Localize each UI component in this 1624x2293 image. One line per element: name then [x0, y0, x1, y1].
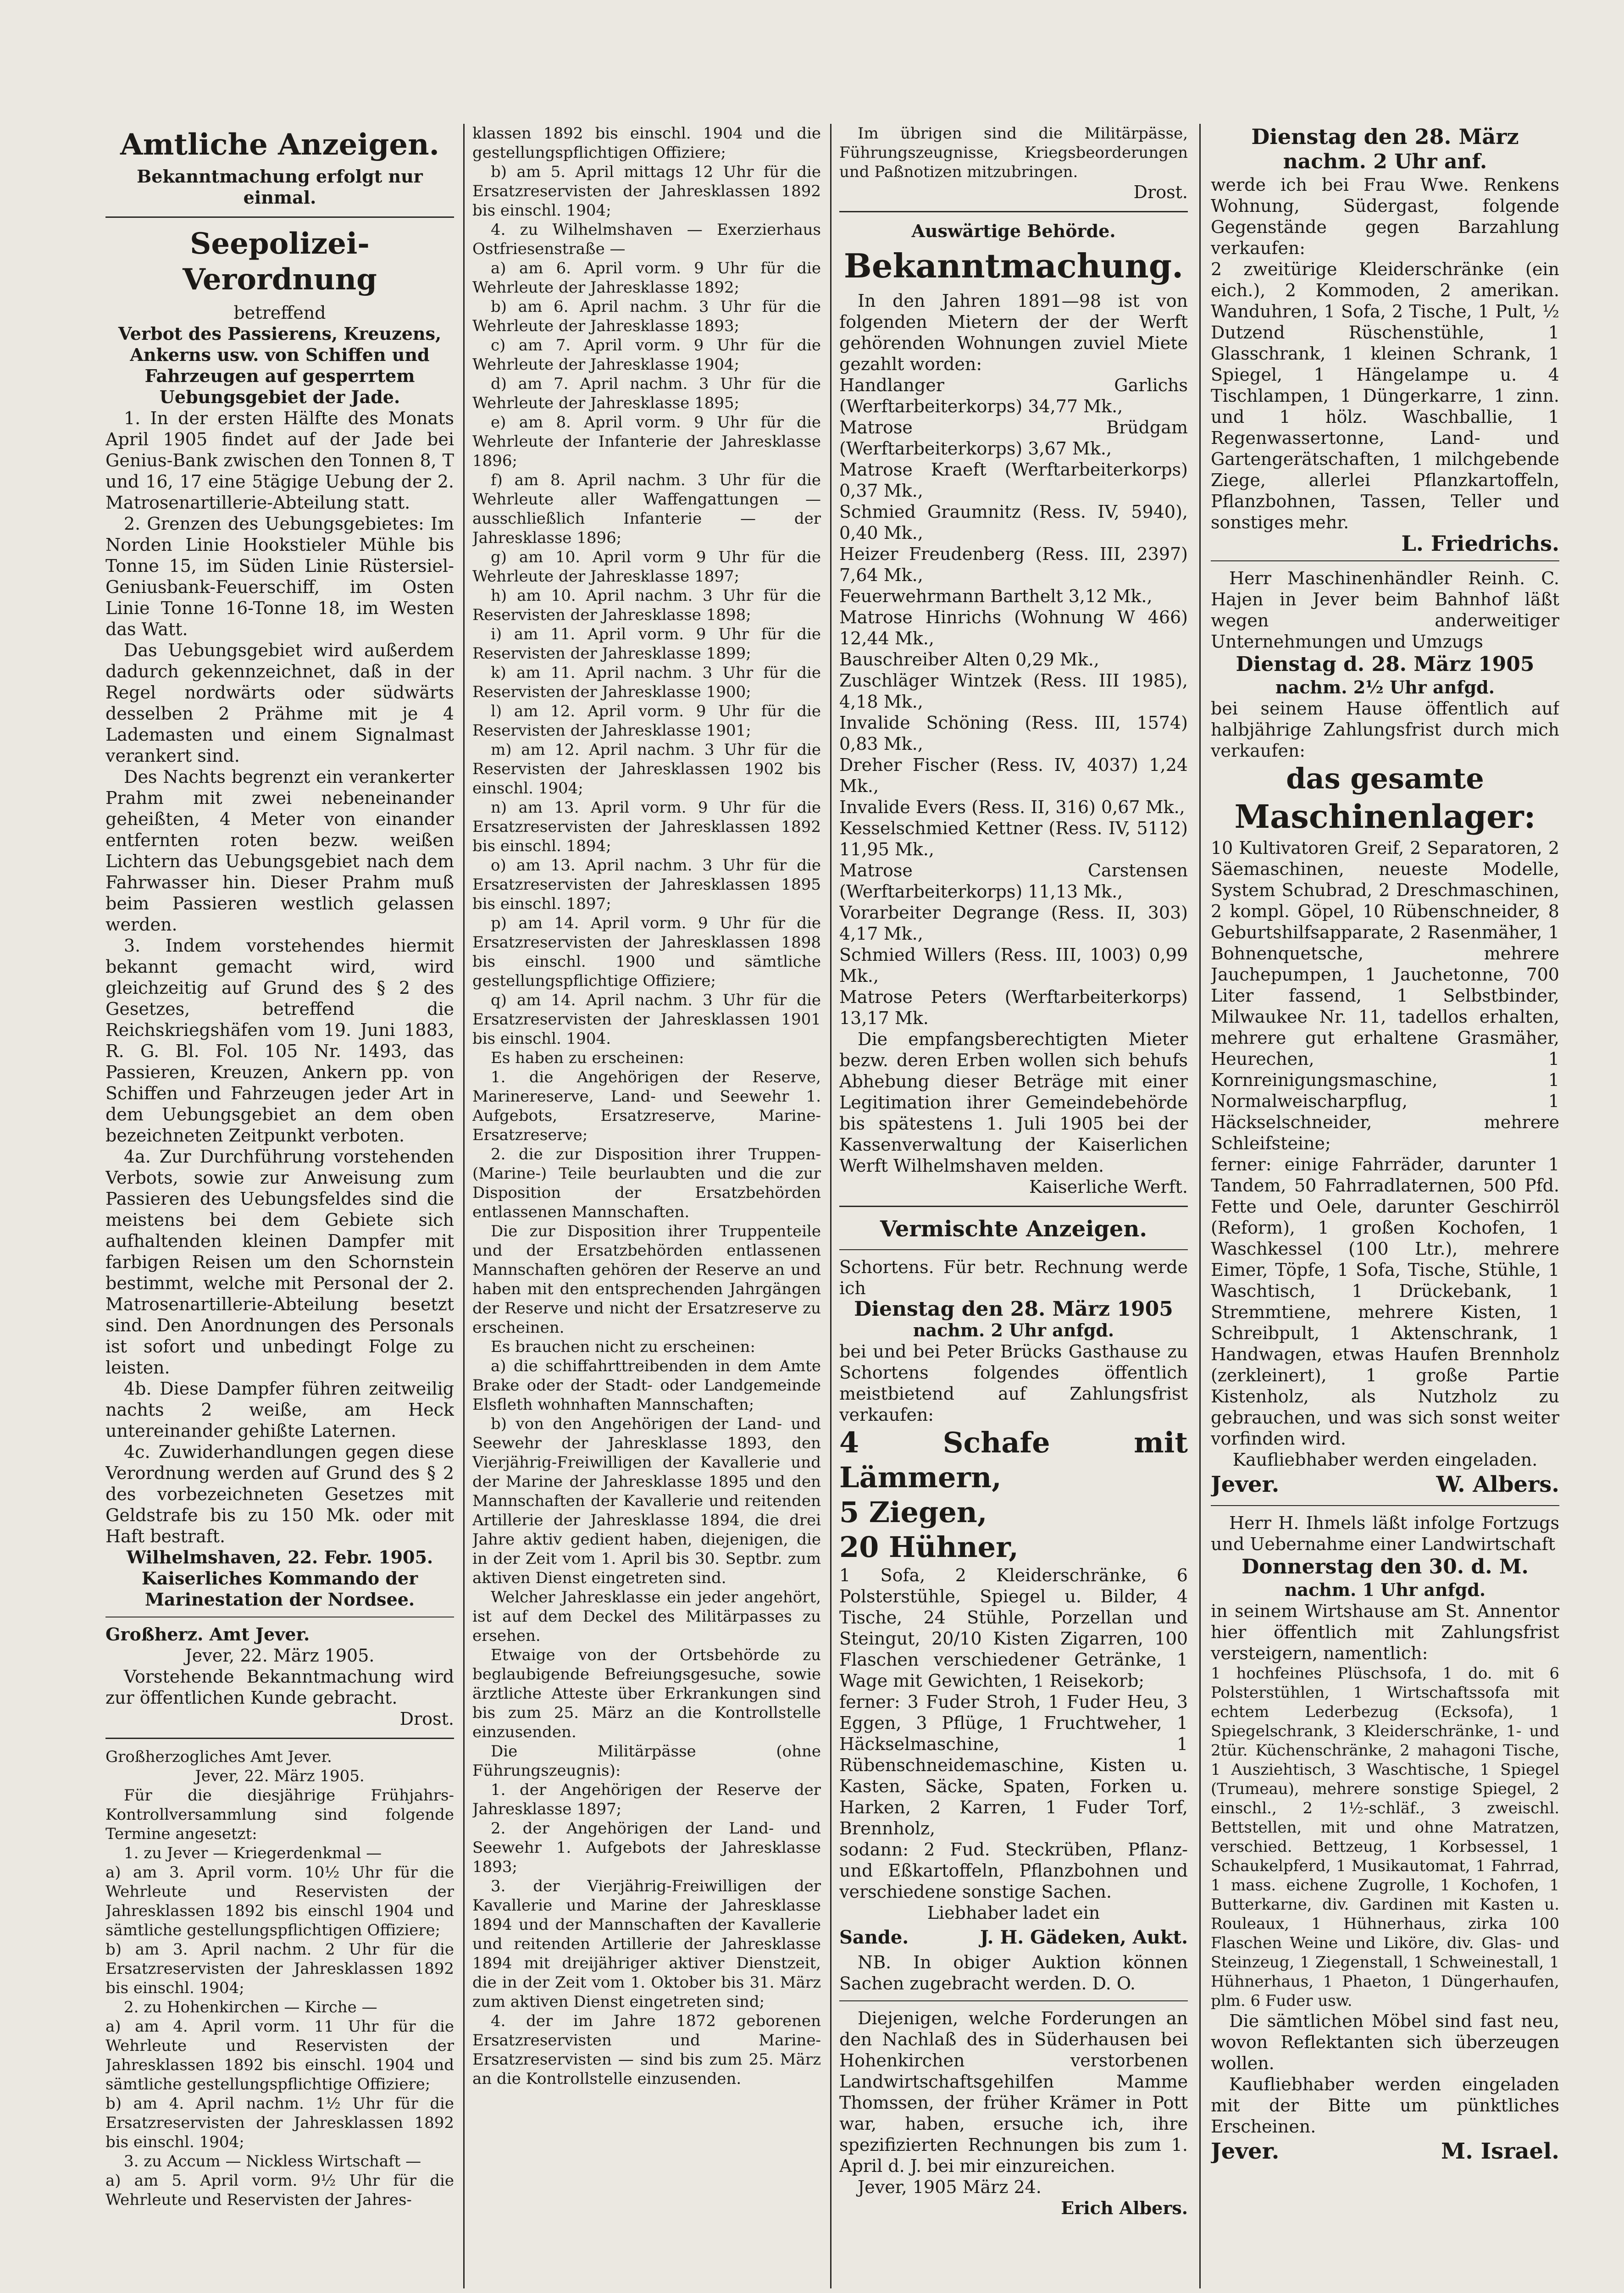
signature: Drost.	[399, 1709, 454, 1729]
auction-date: Dienstag d. 28. März 1905	[1236, 653, 1535, 676]
paragraph: g) am 10. April vorm 9 Uhr für die Wehrleute der Jahresklasse 1897;	[472, 548, 821, 586]
paragraph: 1. zu Jever — Kriegerdenkmal —	[124, 1844, 382, 1862]
paragraph: Die zur Disposition ihrer Truppenteile und der Ersatzbehörden entlassenen Mannschaften gehören der Reserve an und haben mit den entsprechenden Jahrgängen der Reserve und nicht der Ersatzreserve zu erscheinen.	[472, 1222, 821, 1337]
paragraph: Des Nachts begrenzt ein verankerter Prahm mit zwei nebeneinander geheißten, 4 Meter von einander entfernten roten bezw. weißen Lichtern das Uebungsgebiet nach dem Fahrwasser hin. Dieser Prahm muß beim Passieren westlich gelassen werden.	[105, 767, 454, 935]
list-item: Invalide Schöning (Ress. III, 1574) 0,83 Mk.,	[839, 713, 1188, 754]
paragraph: 2. die zur Disposition ihrer Truppen-(Marine-) Teile beurlaubten und die zur Disposition der Ersatzbehörden entlassenen Mannschaften.	[472, 1145, 821, 1221]
paragraph: sodann: 2 Fud. Steckrüben, Pflanz- und Eßkartoffeln, Pflanzbohnen und verschiedene sonstige Sachen.	[839, 1839, 1188, 1902]
paragraph: b) am 4. April nachm. 1½ Uhr für die Ersatzreservisten der Jahresklassen 1892 bis einschl. 1904;	[105, 2094, 454, 2151]
paragraph: 2 zweitürige Kleiderschränke (ein eich.), 2 Kommoden, 2 amerikan. Wanduhren, 1 Sofa, 2 Tische, 1 Pult, ½ Dutzend Rüschenstühle, 1 Glasschrank, 1 kleinen Schrank, 1 Spiegel, 1 Hängelampe u. 4 Tischlampen, 1 Düngerkarre, 1 zinn. und 1 hölz. Waschballie, 1 Regenwassertonne, Land- und Gartengerätschaften, 1 milchgebende Ziege, allerlei Pflanzkartoffeln, Pflanzbohnen, Tassen, Teller und sonstiges mehr.	[1211, 259, 1559, 532]
signature: Drost.	[1133, 182, 1188, 202]
paragraph: 1 Sofa, 2 Kleiderschränke, 6 Polsterstühle, Spiegel u. Bilder, 4 Tische, 24 Stühle, Porzellan und Steingut, 20/10 Kisten Zigarren, 100 Flaschen verschiedener Getränke, 1 Wage mit Gewichten, 1 Reisekorb;	[839, 1565, 1188, 1691]
auctioneer: J. H. Gädeken, Aukt.	[980, 1927, 1188, 1948]
paragraph: Kaufliebhaber werden eingeladen mit der Bitte um pünktliches Erscheinen.	[1211, 2074, 1559, 2137]
paragraph: b) am 5. April mittags 12 Uhr für die Ersatzreservisten der Jahresklassen 1892 bis einschl. 1904;	[472, 163, 821, 220]
highlight-line: 5 Ziegen,	[839, 1495, 987, 1529]
creditor-list	[839, 375, 1188, 1029]
highlight-line: das gesamte	[1286, 762, 1484, 795]
paragraph: 3. Indem vorstehendes hiermit bekannt gemacht wird, wird gleichzeitig auf Grund des § 2 des Gesetzes, betreffend die Reichskriegshäfen vom 19. Juni 1883, R. G. Bl. Fol. 105 Nr. 1493, das Passieren, Kreuzen, Ankern pp. von Schiffen und Fahrzeugen jeder Art in dem Uebungsgebiet an dem oben bezeichneten Zeitpunkt verboten.	[105, 936, 454, 1146]
ordinance-subject: Verbot des Passierens, Kreuzens, Ankerns usw. von Schiffen und Fahrzeugen auf gesperrtem Uebungsgebiet der Jade.	[118, 323, 442, 407]
paragraph: Im übrigen sind die Militärpässe, Führungszeugnisse, Kriegsbeorderungen und Paßnotizen mitzubringen.	[839, 124, 1188, 181]
paragraph: b) am 3. April nachm. 2 Uhr für die Ersatzreservisten der Jahresklassen 1892 bis einschl. 1904;	[105, 1940, 454, 1997]
paragraph: 2. der Angehörigen der Land- und Seewehr 1. Aufgebots der Jahresklasse 1893;	[472, 1819, 821, 1876]
paragraph: In den Jahren 1891—98 ist von folgenden Mietern der der Werft gehörenden Wohnungen zuviel Miete gezahlt worden:	[839, 291, 1188, 374]
paragraph: 3. der Vierjährig-Freiwilligen der Kavallerie und Marine der Jahresklasse 1894 und der Mannschaften der Kavallerie und reitenden Artillerie der Jahresklasse 1894 mit dreijähriger aktiver Dienstzeit, die in der Zeit vom 1. Oktober bis 31. März zum aktiven Dienst eingetreten sind;	[472, 1877, 821, 2011]
auction-time: nachm. 2 Uhr anfgd.	[913, 1320, 1114, 1340]
paragraph: Die Militärpässe (ohne Führungszeugnis):	[472, 1742, 821, 1780]
paragraph: o) am 13. April nachm. 3 Uhr für die Ersatzreservisten der Jahresklassen 1895 bis einschl. 1897;	[472, 856, 821, 913]
column-3	[839, 124, 1188, 2288]
paragraph: ferner: einige Fahrräder, darunter 1 Tandem, 50 Fahrradlaternen, 500 Pfd. Fette und Oele, darunter Geschirröl (Reform), 1 großen Kochofen, 1 Waschkessel (100 Ltr.), mehrere Eimer, Töpfe, 1 Sofa, Tische, Stühle, 1 Waschtisch, 1 Drückebank, 1 Stremmtiene, mehrere Kisten, 1 Schreibpult, 1 Aktenschrank, 1 Handwagen, etwas Haufen Brennholz (zerkleinert), 1 große Partie Kistenholz, als Nutzholz zu gebrauchen, und was sich sonst weiter vorfinden wird.	[1211, 1154, 1559, 1449]
list-item: Dreher Fischer (Ress. IV, 4037) 1,24 Mk.,	[839, 755, 1188, 796]
paragraph: d) am 7. April nachm. 3 Uhr für die Wehrleute der Jahresklasse 1895;	[472, 375, 821, 412]
ordinance-betr: betreffend	[233, 303, 326, 323]
paragraph: b) von den Angehörigen der Land- und Seewehr der Jahresklasse 1893, den Vierjährig-Freiwilligen der Kavallerie und der Marine der Jahresklasse 1895 und den Mannschaften der Kavallerie und reitenden Artillerie der Jahresklasse 1894, die drei Jahre aktiv gedient haben, diejenigen, die in der Zeit vom 1. April bis 30. Septbr. zum aktiven Dienst eingetreten sind.	[472, 1415, 821, 1587]
paragraph: m) am 12. April nachm. 3 Uhr für die Reservisten der Jahresklassen 1902 bis einschl. 1904;	[472, 741, 821, 798]
date-line: Jever, 22. März 1905.	[185, 1645, 375, 1666]
auctioneer: W. Albers.	[1436, 1472, 1559, 1497]
paragraph: Herr H. Ihmels läßt infolge Fortzugs und Uebernahme einer Landwirtschaft	[1211, 1513, 1559, 1554]
paragraph: 2. Grenzen des Uebungsgebietes: Im Norden Linie Hookstieler Mühle bis Tonne 15, im Süden Linie Rüstersiel-Geniusbank-Feuerschiff, im Osten Linie Tonne 16-Tonne 18, im Westen das Watt.	[105, 514, 454, 639]
paragraph: c) am 7. April vorm. 9 Uhr für die Wehrleute der Jahresklasse 1904;	[472, 336, 821, 374]
signature-line	[1211, 2137, 1559, 2166]
auction-date: Dienstag den 28. März 1905	[854, 1297, 1173, 1321]
list-item: Vorarbeiter Degrange (Ress. II, 303) 4,17 Mk.,	[839, 903, 1188, 944]
list-item: Schmied Graumnitz (Ress. IV, 5940), 0,40 Mk.,	[839, 502, 1188, 543]
paragraph: Welcher Jahresklasse ein jeder angehört, ist auf dem Deckel des Militärpasses zu ersehen.	[472, 1588, 821, 1645]
paragraph: f) am 8. April nachm. 3 Uhr für die Wehrleute aller Waffengattungen — ausschließlich Infanterie — der Jahresklasse 1896;	[472, 471, 821, 547]
list-item: Schmied Willers (Ress. III, 1003) 0,99 Mk.,	[839, 945, 1188, 986]
paragraph: e) am 8. April vorm. 9 Uhr für die Wehrleute der Infanterie der Jahresklasse 1896;	[472, 413, 821, 470]
paragraph: Diejenigen, welche Forderungen an den Nachlaß des in Süderhausen bei Hohenkirchen verstorbenen Landwirtschaftsgehilfen Mamme Thomssen, der früher Krämer in Pott war, haben, ersuche ich, ihre spezifizierten Rechnungen bis zum 1. April d. J. bei mir einzureichen.	[839, 2008, 1188, 2176]
paragraph: 4. zu Wilhelmshaven — Exerzierhaus Ostfriesenstraße —	[472, 221, 821, 258]
paragraph: ferner: 3 Fuder Stroh, 1 Fuder Heu, 3 Eggen, 3 Pflüge, 1 Fruchtweher, 1 Häckselmaschine, 1 Rübenschneidemaschine, Kisten u. Kasten, Säcke, Spaten, Forken u. Harken, 2 Karren, 1 Fuder Torf, Brennholz,	[839, 1692, 1188, 1839]
date-line: Jever, 22. März 1905.	[195, 1767, 365, 1785]
paragraph: werde ich bei Frau Wwe. Renkens Wohnung, Südergast, folgende Gegenstände gegen Barzahlung verkaufen:	[1211, 175, 1559, 258]
paragraph: 10 Kultivatoren Greif, 2 Separatoren, 2 Säemaschinen, neueste Modelle, System Schubrad, 2 Dreschmaschinen, 2 kompl. Göpel, 10 Rübenschneider, 8 Geburtshilfsapparate, 2 Rasenmäher, 1 Bohnenquetsche, mehrere Jauchepumpen, 1 Jauchetonne, 700 Liter fassend, 1 Selbstbinder, Milwaukee Nr. 11, tadellos erhalten, mehrere gut erhaltene Grasmäher, Heurechen, 1 Kornreinigungsmaschine, 1 Normalweischarpflug, 1 Häckselschneider, mehrere Schleifsteine;	[1211, 838, 1559, 1153]
date-line: Wilhelmshaven, 22. Febr. 1905.	[126, 1547, 433, 1567]
paragraph: b) am 6. April nachm. 3 Uhr für die Wehrleute der Jahresklasse 1893;	[472, 298, 821, 335]
paragraph: p) am 14. April vorm. 9 Uhr für die Ersatzreservisten der Jahresklassen 1898 bis einschl. 1900 und sämtliche gestellungspflichtige Offiziere;	[472, 914, 821, 990]
notice: Bekanntmachung erfolgt nur einmal.	[137, 166, 423, 208]
section-title: Auswärtige Behörde.	[911, 221, 1116, 241]
auction-time: nachm. 1 Uhr anfgd.	[1284, 1579, 1486, 1600]
authority: Großherz. Amt Jever.	[105, 1624, 310, 1645]
section-title: Vermischte Anzeigen.	[880, 1216, 1147, 1242]
paragraph: Für die diesjährige Frühjahrs-Kontrollversammlung sind folgende Termine angesetzt:	[105, 1786, 454, 1843]
authority: Großherzogliches Amt Jever.	[105, 1748, 332, 1766]
paragraph: Es brauchen nicht zu erscheinen:	[491, 1338, 755, 1356]
divider	[105, 216, 454, 218]
announcement-title: Bekanntmachung.	[843, 246, 1184, 285]
column-rule	[830, 124, 831, 2288]
paragraph: k) am 11. April nachm. 3 Uhr für die Reservisten der Jahresklasse 1900;	[472, 664, 821, 701]
list-item: Matrose Brüdgam (Werftarbeiterkorps) 3,67 Mk.,	[839, 417, 1188, 459]
paragraph: 1 hochfeines Plüschsofa, 1 do. mit 6 Polsterstühlen, 1 Wirtschaftssofa mit echtem Lederbezug (Ecksofa), 1 Spiegelschrank, 3 Kleiderschränke, 1- und 2tür. Küchenschränke, 2 mahagoni Tische, 1 Ausziehtisch, 3 Waschtische, 1 Spiegel (Trumeau), mehrere sonstige Spiegel, 2 einschl., 2 1½-schläf., 3 zweischl. Bettstellen, mit und ohne Matratzen, verschied. Bettzeug, 1 Korbsessel, 1 Schaukelpferd, 1 Musikautomat, 1 Fahrrad, 1 mass. eichene Zugrolle, 1 Kochofen, 1 Butterkarne, div. Gardinen mit Kasten u. Rouleaux, 1 Hühnerhaus, zirka 100 Flaschen Weine und Liköre, div. Glas- und Steinzeug, 1 Ziegenstall, 1 Schweinestall, 1 Hühnerhaus, 1 Phaeton, 1 Düngerhaufen, plm. 6 Fuder usw.	[1211, 1664, 1559, 2010]
paragraph: Kaufliebhaber werden eingeladen.	[1232, 1450, 1538, 1470]
list-item: Zuschläger Wintzek (Ress. III 1985), 4,18 Mk.,	[839, 670, 1188, 712]
list-item: Invalide Evers (Ress. II, 316) 0,67 Mk.,	[839, 797, 1185, 817]
auctioneer: M. Israel.	[1441, 2138, 1559, 2164]
column-2	[472, 124, 821, 2288]
highlight-line: Maschinenlager:	[1234, 798, 1536, 836]
paragraph: a) am 4. April vorm. 11 Uhr für die Wehrleute und Reservisten der Jahresklassen 1892 bis einschl. 1904 und sämtliche gestellungspflichtige Offiziere;	[105, 2017, 454, 2094]
divider	[839, 2000, 1188, 2001]
signature: Kaiserliches Kommando der Marinestation der Nordsee.	[141, 1568, 418, 1610]
auction-date: Donnerstag den 30. d. M.	[1242, 1555, 1529, 1579]
signature: L. Friedrichs.	[1401, 531, 1559, 556]
paragraph: Das Uebungsgebiet wird außerdem dadurch gekennzeichnet, daß in der Regel nordwärts oder südwärts desselben 2 Prähme mit je 4 Lademasten und einem Signalmast verankert sind.	[105, 640, 454, 766]
paragraph: bei seinem Hause öffentlich auf halbjährige Zahlungsfrist durch mich verkaufen:	[1211, 698, 1559, 761]
column-1	[105, 124, 454, 2288]
list-item: Bauschreiber Alten 0,29 Mk.,	[839, 649, 1099, 670]
paragraph: klassen 1892 bis einschl. 1904 und die gestellungspflichtigen Offiziere;	[472, 124, 821, 162]
signature: Erich Albers.	[1061, 2198, 1188, 2218]
paragraph: 4c. Zuwiderhandlungen gegen diese Verordnung werden auf Grund des § 2 des vorbezeichneten Gesetzes mit Geldstrafe bis zu 150 Mk. oder mit Haft bestraft.	[105, 1442, 454, 1546]
paragraph: Die sämtlichen Möbel sind fast neu, wovon Reflektanten sich überzeugen wollen.	[1211, 2011, 1559, 2073]
divider	[839, 1249, 1188, 1250]
divider	[1211, 1505, 1559, 1506]
column-rule	[463, 124, 465, 2288]
paragraph: NB. In obiger Auktion können Sachen zugebracht werden. D. O.	[839, 1952, 1188, 1994]
paragraph: Herr Maschinenhändler Reinh. C. Hajen in Jever beim Bahnhof läßt wegen anderweitiger Unternehmungen und Umzugs	[1211, 568, 1559, 652]
column-rule	[1199, 124, 1201, 2288]
paragraph: i) am 11. April vorm. 9 Uhr für die Reservisten der Jahresklasse 1899;	[472, 625, 821, 663]
date-line: Jever, 1905 März 24.	[858, 2177, 1042, 2197]
paragraph: n) am 13. April vorm. 9 Uhr für die Ersatzreservisten der Jahresklassen 1892 bis einschl. 1894;	[472, 798, 821, 855]
place: Jever.	[1211, 1472, 1280, 1497]
paragraph: 4b. Diese Dampfer führen zeitweilig nachts 2 weiße, am Heck untereinander gehißte Laternen.	[105, 1379, 454, 1441]
section-title: Amtliche Anzeigen.	[120, 127, 439, 162]
signature-line	[1211, 1470, 1559, 1499]
place: Jever.	[1211, 2138, 1280, 2164]
auction-time: nachm. 2 Uhr anf.	[1283, 150, 1487, 173]
newspaper-page	[105, 124, 1559, 2288]
paragraph: Es haben zu erscheinen:	[491, 1049, 684, 1067]
column-4	[1211, 124, 1559, 2288]
paragraph: a) die schiffahrttreibenden in dem Amte Brake oder der Stadt- oder Landgemeinde Elsfleth wohnhaften Mannschaften;	[472, 1357, 821, 1414]
auction-time: nachm. 2½ Uhr anfgd.	[1275, 677, 1495, 698]
list-item: Matrose Hinrichs (Wohnung W 466) 12,44 Mk.,	[839, 607, 1188, 648]
divider	[1211, 560, 1559, 561]
list-item: Handlanger Garlichs (Werftarbeiterkorps) 34,77 Mk.,	[839, 375, 1188, 416]
paragraph: 4. der im Jahre 1872 geborenen Ersatzreservisten und Marine-Ersatzreservisten — sind bis zum 25. März an die Kontrollstelle einzusenden.	[472, 2012, 821, 2088]
place: Sande.	[839, 1927, 909, 1948]
auction-date: Dienstag den 28. März	[1251, 124, 1519, 149]
list-item: Matrose Carstensen (Werftarbeiterkorps) 11,13 Mk.,	[839, 860, 1188, 902]
paragraph: Schortens. Für betr. Rechnung werde ich	[839, 1257, 1188, 1298]
paragraph: a) am 3. April vorm. 10½ Uhr für die Wehrleute und Reservisten der Jahresklassen 1892 bis einschl 1904 und sämtliche gestellungspflichtigen Offiziere;	[105, 1863, 454, 1939]
list-item: Feuerwehrmann Barthelt 3,12 Mk.,	[839, 586, 1153, 606]
divider	[105, 1738, 454, 1739]
paragraph: 3. zu Accum — Nickless Wirtschaft —	[124, 2152, 421, 2171]
paragraph: q) am 14. April nachm. 3 Uhr für die Ersatzreservisten der Jahresklassen 1901 bis einschl. 1904.	[472, 991, 821, 1048]
paragraph: l) am 12. April vorm. 9 Uhr für die Reservisten der Jahresklasse 1901;	[472, 702, 821, 740]
paragraph: h) am 10. April nachm. 3 Uhr für die Reservisten der Jahresklasse 1898;	[472, 587, 821, 624]
paragraph: in seinem Wirtshause am St. Annentor hier öffentlich mit Zahlungsfrist versteigern, namentlich:	[1211, 1601, 1559, 1663]
paragraph: 1. In der ersten Hälfte des Monats April 1905 findet auf der Jade bei Genius-Bank zwischen den Tonnen 8, T und 16, 17 eine 5tägige Uebung der 2. Matrosenartillerie-Abteilung statt.	[105, 408, 454, 513]
highlight-line: 20 Hühner,	[839, 1530, 1019, 1564]
paragraph: Liebhaber ladet ein	[927, 1903, 1100, 1923]
paragraph: 1. der Angehörigen der Reserve der Jahresklasse 1897;	[472, 1781, 821, 1818]
paragraph: a) am 5. April vorm. 9½ Uhr für die Wehrleute und Reservisten der Jahres-	[105, 2171, 454, 2209]
paragraph: bei und bei Peter Brücks Gasthause zu Schortens folgendes öffentlich meistbietend auf Zahlungsfrist verkaufen:	[839, 1341, 1188, 1425]
signature-line	[839, 1923, 1188, 1952]
ordinance-title: Seepolizei-Verordnung	[183, 227, 377, 297]
list-item: Matrose Kraeft (Werftarbeiterkorps) 0,37 Mk.,	[839, 460, 1188, 501]
highlight-line: 4 Schafe mit Lämmern,	[839, 1426, 1188, 1494]
paragraph: 4a. Zur Durchführung vorstehenden Verbots, sowie zur Anweisung zum Passieren des Uebungsfeldes sind die meistens bei dem Gebiete sich aufhaltenden kleinen Dampfer mit farbigen Reisen um den Schornstein bestimmt, welche mit Personal der 2. Matrosenartillerie-Abteilung besetzt sind. Den Anordnungen des Personals ist sofort und unbedingt Folge zu leisten.	[105, 1146, 454, 1378]
paragraph: 1. die Angehörigen der Reserve, Marinereserve, Land- und Seewehr 1. Aufgebots, Ersatzreserve, Marine-Ersatzreserve;	[472, 1068, 821, 1144]
list-item: Kesselschmied Kettner (Ress. IV, 5112) 11,95 Mk.,	[839, 818, 1188, 859]
paragraph: Etwaige von der Ortsbehörde zu beglaubigende Befreiungsgesuche, sowie ärztliche Atteste über Erkrankungen sind bis zum 25. März an die Kontrollstelle einzusenden.	[472, 1646, 821, 1741]
paragraph: Die empfangsberechtigten Mieter bezw. deren Erben wollen sich behufs Abhebung dieser Beträge mit einer Legitimation ihrer Gemeindebehörde bis spätestens 1. Juli 1905 bei der Kassenverwaltung der Kaiserlichen Werft Wilhelmshaven melden.	[839, 1029, 1188, 1176]
list-item: Matrose Peters (Werftarbeiterkorps) 13,17 Mk.	[839, 987, 1188, 1028]
divider	[839, 211, 1188, 212]
paragraph: 2. zu Hohenkirchen — Kirche —	[124, 1998, 377, 2016]
signature: Kaiserliche Werft.	[1029, 1177, 1188, 1197]
paragraph: a) am 6. April vorm. 9 Uhr für die Wehrleute der Jahresklasse 1892;	[472, 259, 821, 297]
paragraph: Vorstehende Bekanntmachung wird zur öffentlichen Kunde gebracht.	[105, 1667, 454, 1708]
divider	[839, 1206, 1188, 1207]
list-item: Heizer Freudenberg (Ress. III, 2397) 7,64 Mk.,	[839, 544, 1188, 585]
